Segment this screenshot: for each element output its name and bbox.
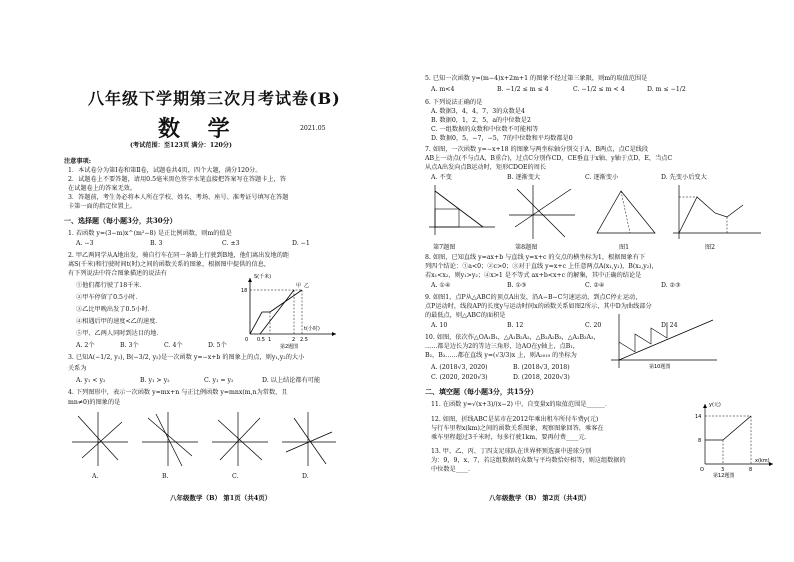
q2-graph-tick: 0.5: [257, 337, 265, 343]
notes-heading: 注意事项:: [64, 158, 92, 165]
q2-graph-tick: 1: [268, 337, 272, 343]
q10-option-a: A. (2018√3, 2020): [431, 364, 488, 371]
q4-graph-d: [282, 412, 336, 466]
q7-line: 从点A出发向点B运动时，矩形CDOE的周长: [425, 164, 547, 171]
q7-line: 7. 如图，一次函数 y=−x+18 的图象与两坐标轴分别交于A，B两点，点C是线段: [425, 146, 649, 153]
q5-option-a: A. m<4: [431, 86, 455, 93]
q4-line: 4. 下列图形中，表示一次函数 y=mx+n 与正比例函数 y=mnx(m,n为常数，且: [68, 389, 288, 396]
q7-option-d: D. 先变小后变大: [661, 174, 707, 181]
q5-option-b: B. −1/2 ≤ m ≤ 4: [497, 86, 549, 93]
q7-option-a: A. 不变: [431, 174, 452, 181]
q3-line: 3. 已知A(−1/2, y₁), B(−3/2, y₂)是一次函数 y=−x+b 的图象上的点，则y₁,y₂的大小: [68, 354, 305, 361]
figures-q7-q8-q9: [425, 183, 765, 243]
q7-option-b: B. 逐渐变大: [507, 174, 541, 181]
question-1: 1. 若函数 y=(3−m)x^(m²−8) 是正比例函数，则m的值是: [68, 230, 232, 237]
q6-option-b: B. 数据0，1，2，5，a的中位数是2: [431, 117, 531, 124]
fig-caption-q9-2: 图2: [705, 244, 716, 251]
q12-graph-tick: 3: [721, 467, 725, 473]
q1-option-a: A. −3: [76, 240, 94, 247]
q12-line: 与行车里程x(km)之间的函数关系图象，观察图象回答，乘客在: [431, 425, 604, 432]
question-6: 6. 下列说法正确的是: [425, 99, 483, 106]
exam-title: 八年级下学期第三次月考试卷(B): [88, 89, 341, 108]
q4-label-c: C.: [232, 473, 239, 480]
q1-option-d: D. −1: [292, 240, 310, 247]
q2-option-c: C. 4个: [164, 342, 183, 349]
q2-line: 2. 甲乙两同学从A地出发，骑自行车在同一条路上行驶到B地，他们离出发地的距: [68, 252, 290, 259]
q2-distance-time-graph: [240, 272, 340, 350]
q9-option-c: C. 20: [585, 322, 602, 329]
q3-option-c: C. y₁ = y₂: [204, 377, 234, 384]
q2-line: 有下列说法中符合图象描述的说法有: [68, 270, 167, 277]
q12-line: 12. 如图，折线ABC是某市在2012年乘出租车所付车费y(元): [431, 416, 599, 423]
q8-option-d: D. ②③: [661, 282, 681, 289]
q12-graph-tick: O: [700, 467, 704, 473]
q1-option-b: B. 3: [150, 240, 163, 247]
q8-option-b: B. ①③: [507, 282, 527, 289]
q2-line: 离S(千米)和行驶时间t(时)之间的函数关系的图象，根据图中提供的信息，: [68, 261, 271, 268]
q7-line: AB上一动点(不与点A，B重合)，过点C分别作CD，CE垂直于x轴、y轴于点D，E，当点C: [425, 155, 673, 162]
q10-line: ……都是边长为2的等边三角形，边AO在y轴上，点B₁，: [425, 343, 579, 350]
q2-statement: ④相遇后甲的速度<乙的速度．: [76, 318, 162, 325]
question-5: 5. 已知一次函数 y=(m−4)x+2m+1 的图象不经过第三象限，则m的取值范围是: [425, 75, 648, 82]
q10-option-b: B. (2018√3, 2018): [513, 364, 570, 371]
q6-option-c: C. 一组数据的众数和中位数不可能相等: [431, 126, 539, 133]
question-11: 11. 在函数 y=√(x+3)/(x−2) 中，自变量x的取值范围是______．: [431, 401, 612, 408]
q9-figure-1: [597, 191, 655, 233]
note-line: 1．本试卷分为第Ⅰ卷和第Ⅱ卷，试题卷共4页，四个大题，满分120分。: [68, 167, 262, 174]
q9-line: 的最低点，则△ABC的面积是: [425, 312, 506, 319]
q8-option-c: C. ②④: [585, 282, 605, 289]
q9-line: 9. 如图1，点P从△ABC的顶点A出发，沿A−B−C匀速运动，到点C停止运动，: [425, 294, 642, 301]
q9-line: 点P运动时，线段AP的长度y与运动时间x的函数关系如图2所示，其中D为曲线部分: [425, 303, 652, 310]
fig-caption-q7: 第7题图: [433, 244, 456, 251]
q4-line: mn≠0)的图象的是: [68, 399, 121, 406]
q2-graph-jia: 甲: [296, 283, 302, 289]
q12-graph-ylabel: y(元): [709, 402, 721, 408]
q9-option-d: D. 24: [661, 322, 678, 329]
q2-statement: ②甲车停留了0.5小时．: [76, 294, 142, 301]
q13-line: 13. 甲、乙、丙、丁四支足球队在世界杯预选赛中进球分别: [431, 448, 592, 455]
q12-graph-tick: 8: [749, 467, 753, 473]
note-line: 2．试题卷上不要答题，请用0.5毫米黑色签字水笔直接把答案写在答题卡上，答: [68, 176, 286, 183]
q2-option-d: D. 5个: [208, 342, 227, 349]
q6-option-a: A. 数据3，4，4，7，3的众数是4: [431, 108, 525, 115]
q2-statement: ⑤甲、乙两人同时到达目的地．: [76, 330, 163, 337]
q8-line: 8. 如图，已知直线 y=ax+b 与直线 y=x+c 的交点的横坐标为1，根据图象有下: [425, 254, 646, 261]
subject-title: 数 学: [158, 116, 240, 142]
note-line: 卡第一面的指定位置上。: [68, 203, 137, 210]
q10-option-d: D. (2018, 2020√3): [513, 374, 570, 381]
q12-line: 乘车里程超过3千米时，每多行驶1km，要再付费____元．: [431, 434, 591, 441]
q12-graph-caption: 第12题图: [713, 473, 735, 478]
section-fill-heading: 二、填空题（每小题3分，共15分）: [425, 387, 538, 396]
q2-graph-tick: 2.5: [300, 337, 308, 343]
right-page: [397, 0, 794, 562]
q2-graph-yi: 乙: [304, 283, 310, 289]
q8-figure: [509, 185, 575, 239]
fig-caption-q9-1: 图1: [619, 244, 630, 251]
note-line: 3．答题前，考生务必将本人所在学校、姓名、考场、座号、准考证号填写在答题: [68, 194, 289, 201]
q2-graph-ylabel: S(千米): [254, 274, 272, 280]
q3-line: 关系为: [68, 365, 87, 372]
page-footer-2: 八年级数学（B） 第2页（共4页）: [489, 494, 591, 502]
section-choice-heading: 一、选择题（每小题3分，共30分）: [64, 216, 177, 225]
q7-option-c: C. 逐渐变小: [585, 174, 619, 181]
q2-statement: ①他们都行驶了18千米．: [76, 282, 146, 289]
q5-option-d: D. m ≤ −1/2: [647, 86, 686, 93]
q4-label-d: D.: [302, 473, 309, 480]
q2-option-b: B. 3个: [120, 342, 139, 349]
q2-graph-caption: 第2题图: [280, 344, 299, 350]
q2-graph-xlabel: t(小时): [304, 326, 320, 332]
q12-graph-y8: 8: [698, 438, 702, 444]
q6-option-d: D. 数据0，5，−7，−5，7的中位数和平均数都是0: [431, 135, 573, 142]
q9-figure-2: [673, 185, 761, 239]
fig-caption-q8: 第8题图: [515, 244, 538, 251]
q13-line: 为：9，9，x，7，若这组数据的众数与平均数恰好相等，则这组数据的: [431, 457, 626, 464]
q1-option-c: C. ±3: [222, 240, 240, 247]
q4-graph-options: [68, 408, 338, 470]
q3-option-d: D. 以上结论都有可能: [262, 377, 321, 384]
q5-option-c: C. −1/2 ≤ m < 4: [573, 86, 625, 93]
q9-option-b: B. 12: [507, 322, 524, 329]
q4-label-a: A.: [92, 473, 99, 480]
q3-option-a: A. y₁ < y₂: [76, 377, 106, 384]
q10-option-c: C. (2020, 2020√3): [431, 374, 488, 381]
q2-graph-tick: 0: [245, 337, 249, 343]
q8-option-a: A. ①④: [431, 282, 451, 289]
q10-figure-caption: 第10题图: [649, 364, 671, 370]
q2-option-a: A. 2个: [76, 342, 95, 349]
q2-statement: ③乙比甲晚出发了0.5小时．: [76, 306, 154, 313]
page-footer-1: 八年级数学（B） 第1页（共4页）: [170, 494, 272, 502]
q8-line: 若x₁<x₂，则y₁>y₂；④x>1 是不等式 ax+b<x+c 的解集，其中正确的结论是: [425, 272, 642, 279]
exam-scope: (考试范围：至123页 满分：120分): [130, 142, 232, 149]
q10-line: B₂，B₃……都在直线 y=(√3/3)x 上，则A₂₀₁₉ 的坐标为: [425, 352, 577, 359]
q13-line: 中位数是____．: [431, 466, 475, 473]
q4-label-b: B.: [162, 473, 169, 480]
exam-date: 2021.05: [300, 125, 326, 132]
q2-graph-y18: 18: [241, 288, 248, 294]
q9-option-a: A. 10: [431, 322, 448, 329]
q12-graph-xlabel: x(km): [755, 458, 770, 464]
q4-graph-b: [142, 412, 198, 466]
q10-line: 10. 如图，依次作△OA₁B₁，△A₁B₂A₂，△B₂A₂B₃，△A₂B₃A₃，: [425, 334, 600, 341]
q12-fare-graph: [693, 400, 775, 478]
q10-figure: [609, 312, 719, 370]
q4-graph-c: [212, 412, 268, 466]
q2-graph-tick: 2: [292, 337, 296, 343]
q8-line: 列四个结论：①a<0；②c>0；③对于直线 y=x+c 上任意两点A(x₁,y₁)，B(x₂,y₂)，: [425, 263, 658, 270]
q7-figure: [429, 185, 495, 235]
q3-option-b: B. y₁ > y₂: [140, 377, 170, 384]
q4-graph-a: [72, 412, 128, 466]
note-line: 在试题卷上的答案无效。: [68, 185, 137, 192]
q12-graph-y14: 14: [695, 414, 702, 420]
